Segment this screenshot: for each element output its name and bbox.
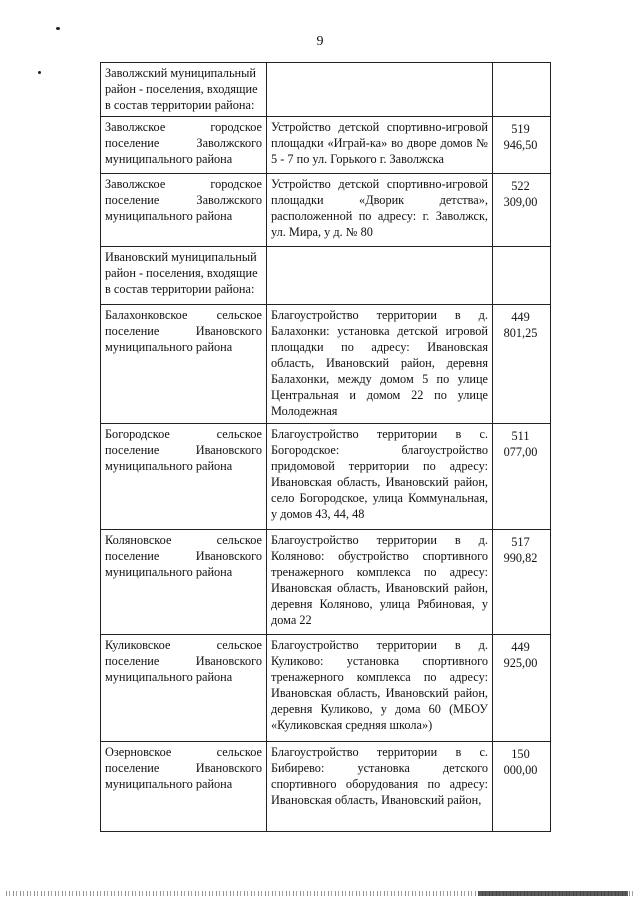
project-cell: Благоустройство территории в д. Балахонки: установка детской игровой площадки по адресу: Ивановская область, Ивановский район, деревня Балахонки, между домом 5 по улице Центральная и домом 22 по улице Молодежная	[267, 305, 493, 424]
scan-artifact-line	[478, 891, 628, 896]
municipality-cell: Заволжский муниципальный район - поселения, входящие в состав территории района:	[101, 63, 267, 117]
table-row	[101, 117, 551, 174]
table-row	[101, 63, 551, 117]
project-cell: Благоустройство территории в с. Бибирево: установка детского спортивного оборудования по адресу: Ивановская область, Ивановский район,	[267, 742, 493, 832]
table-row	[101, 424, 551, 530]
table-row	[101, 305, 551, 424]
table-row	[101, 635, 551, 742]
project-cell: Благоустройство территории в д. Коляново: обустройство спортивного тренажерного комплекса по адресу: Ивановская область, Ивановский район, деревня Коляново, улица Рябиновая, у дома 22	[267, 530, 493, 635]
funding-table	[100, 62, 551, 832]
project-cell: Устройство детской спортивно-игровой площадки «Играй-ка» во дворе домов № 5 - 7 по ул. Горького г. Заволжска	[267, 117, 493, 174]
municipality-cell: Заволжское городское поселение Заволжского муниципального района	[101, 174, 267, 247]
amount-cell: 449 925,00	[493, 635, 551, 742]
project-cell: Благоустройство территории в с. Богородское: благоустройство придомовой территории по адресу: Ивановская область, Ивановский район, село Богородское, улица Коммунальная, у домов 43, 44, 48	[267, 424, 493, 530]
project-cell: Устройство детской спортивно-игровой площадки «Дворик детства», расположенной по адресу: г. Заволжск, ул. Мира, у д. № 80	[267, 174, 493, 247]
table-row	[101, 742, 551, 832]
amount-cell: 150 000,00	[493, 742, 551, 832]
project-cell: Благоустройство территории в д. Куликово: установка спортивного тренажерного комплекса по адресу: Ивановская область, Ивановский район, деревня Куликово, у дома 60 (МБОУ «Куликовская средняя школа»)	[267, 635, 493, 742]
amount-cell: 517 990,82	[493, 530, 551, 635]
municipality-cell: Озерновское сельское поселение Ивановского муниципального района	[101, 742, 267, 832]
table-row	[101, 530, 551, 635]
municipality-cell: Заволжское городское поселение Заволжского муниципального района	[101, 117, 267, 174]
amount-cell: 511 077,00	[493, 424, 551, 530]
municipality-cell: Коляновское сельское поселение Ивановского муниципального района	[101, 530, 267, 635]
amount-cell: 522 309,00	[493, 174, 551, 247]
municipality-cell: Богородское сельское поселение Ивановского муниципального района	[101, 424, 267, 530]
municipality-cell: Куликовское сельское поселение Ивановского муниципального района	[101, 635, 267, 742]
municipality-cell: Балахонковское сельское поселение Ивановского муниципального района	[101, 305, 267, 424]
scan-speck	[56, 27, 60, 30]
amount-cell: 449 801,25	[493, 305, 551, 424]
amount-cell	[493, 247, 551, 305]
scan-speck	[38, 71, 41, 74]
municipality-cell: Ивановский муниципальный район - поселения, входящие в состав территории района:	[101, 247, 267, 305]
amount-cell: 519 946,50	[493, 117, 551, 174]
project-cell	[267, 63, 493, 117]
amount-cell	[493, 63, 551, 117]
table-row	[101, 247, 551, 305]
table-row	[101, 174, 551, 247]
page-number: 9	[316, 34, 324, 49]
project-cell	[267, 247, 493, 305]
